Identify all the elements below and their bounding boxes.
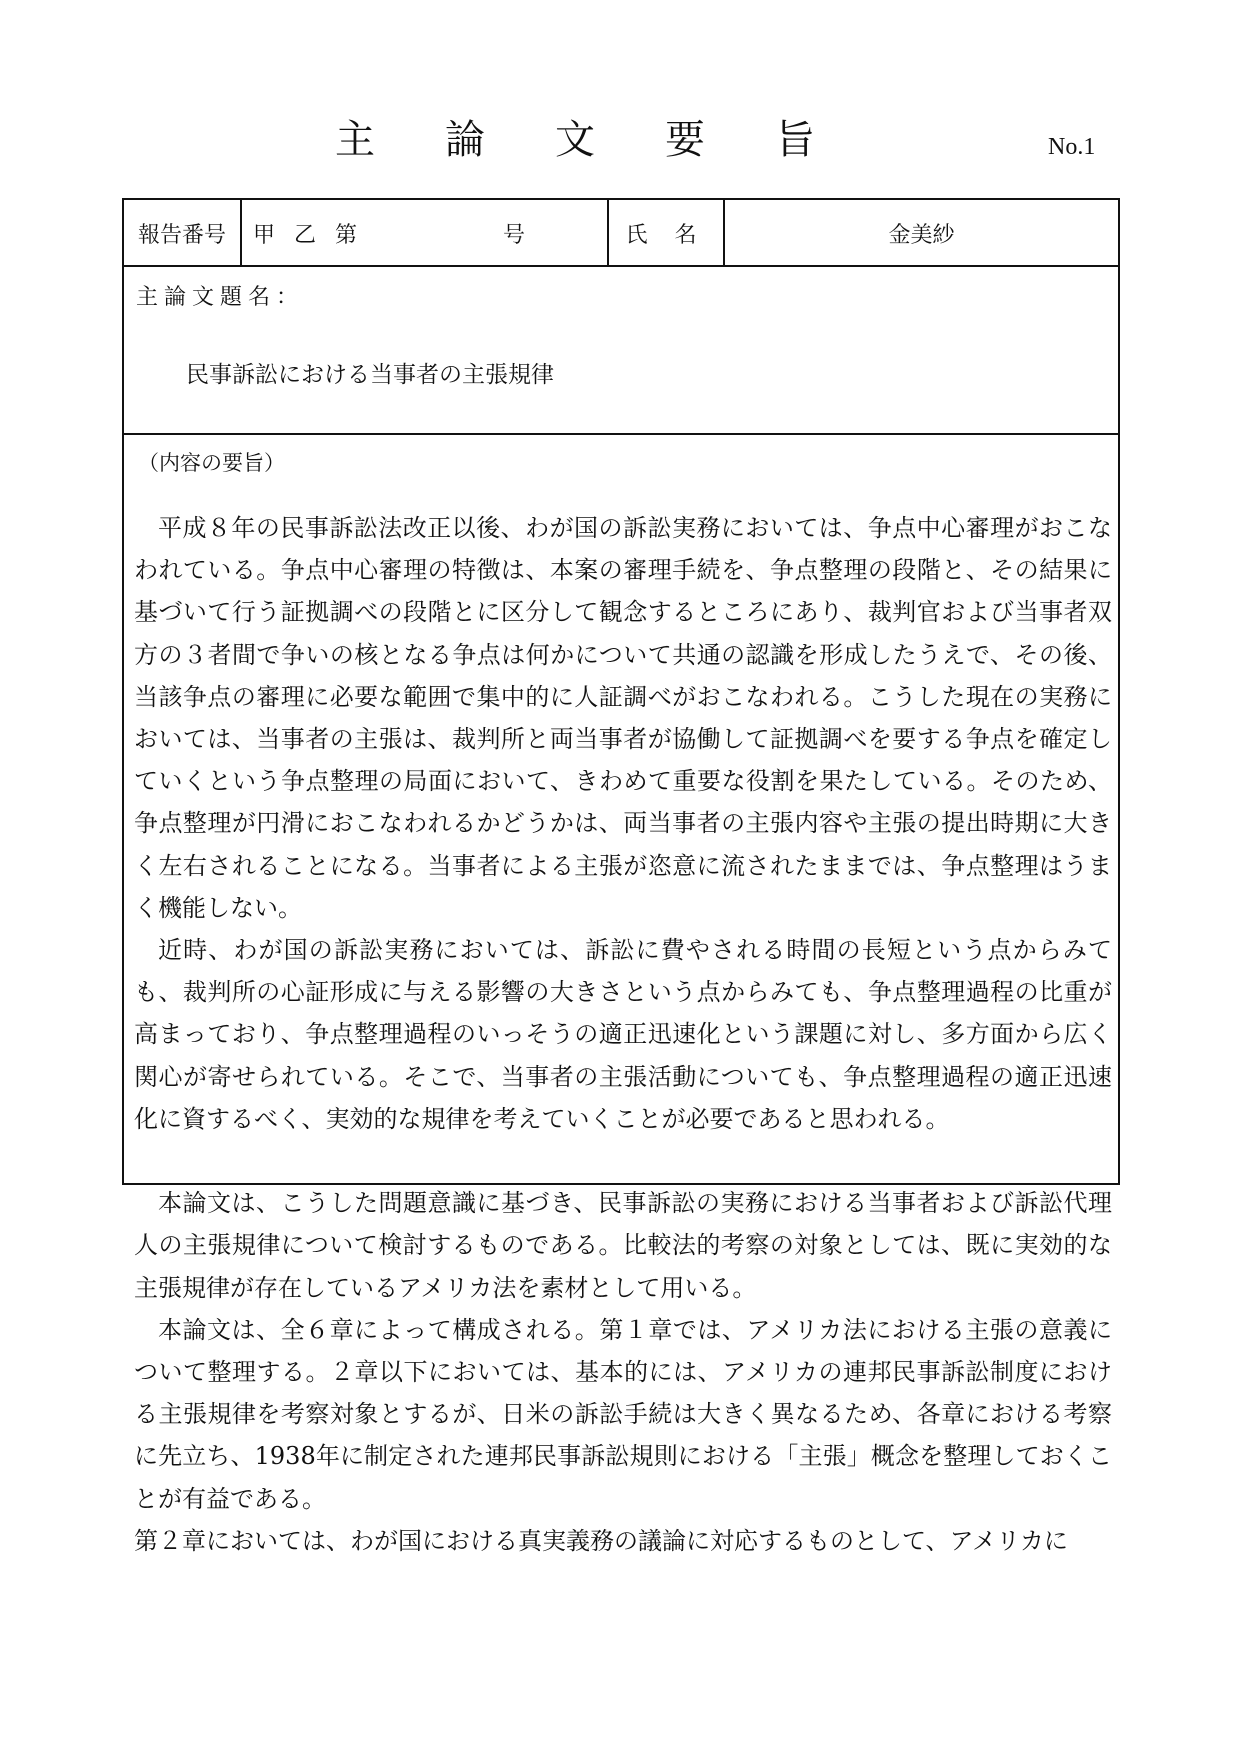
- divider: [124, 433, 1118, 435]
- page-number: No.1: [1048, 134, 1096, 160]
- thesis-title: 民事訴訟における当事者の主張規律: [186, 362, 554, 388]
- summary-label: （内容の要旨）: [138, 451, 285, 475]
- summary-paragraph: 平成８年の民事訴訟法改正以後、わが国の訴訟実務においては、争点中心審理がおこなわれている。争点中心審理の特徴は、本案の審理手続を、争点整理の段階と、その結果に基づいて行う証拠調べの段階とに区分して観念するところにあり、裁判官および当事者双方の３者間で争いの核となる争点は何かについて共通の認識を形成したうえで、その後、当該争点の審理に必要な範囲で集中的に人証調べがおこなわれる。こうした現在の実務においては、当事者の主張は、裁判所と両当事者が協働して証拠調べを要する争点を確定していくという争点整理の局面において、きわめて重要な役割を果たしている。そのため、争点整理が円滑におこなわれるかどうかは、両当事者の主張内容や主張の提出時期に大きく左右されることになる。当事者による主張が恣意に流されたままでは、争点整理はうまく機能しない。: [134, 514, 1112, 922]
- summary-paragraph: 第２章においては、わが国における真実義務の議論に対応するものとして、アメリカに: [134, 1526, 1068, 1555]
- summary-paragraph: 本論文は、全６章によって構成される。第１章では、アメリカ法における主張の意義について整理する。２章以下においては、基本的には、アメリカの連邦民事訴訟制度における主張規律を考察対象とするが、日米の訴訟手続は大きく異なるため、各章における考察に先立ち、1938年に制定された連邦民事訴訟規則における「主張」概念を整理しておくことが有益である。: [134, 1315, 1112, 1513]
- summary-form: [122, 198, 1120, 1555]
- author-name: 金美紗: [888, 222, 955, 248]
- report-number-label: 報告番号: [137, 222, 226, 248]
- name-label: 氏 名: [625, 222, 707, 248]
- divider: [124, 265, 1118, 267]
- blank-line: [134, 1140, 1112, 1182]
- page-title: 主論文要旨: [335, 117, 885, 163]
- thesis-title-label: 主論文題名：: [136, 285, 305, 310]
- summary-paragraph: 本論文は、こうした問題意識に基づき、民事訴訟の実務における当事者および訴訟代理人の主張規律について検討するものである。比較法的考察の対象としては、既に実効的な主張規律が存在しているアメリカ法を素材として用いる。: [134, 1189, 1112, 1302]
- summary-paragraph: 近時、わが国の訴訟実務においては、訴訟に費やされる時間の長短という点からみても、裁判所の心証形成に与える影響の大きさという点からみても、争点整理過程の比重が高まっており、争点整理過程のいっそうの適正迅速化という課題に対し、多方面から広く関心が寄せられている。そこで、当事者の主張活動についても、争点整理過程の適正迅速化に資するべく、実効的な規律を考えていくことが必要であると思われる。: [134, 936, 1112, 1133]
- summary-body: [134, 507, 1112, 1562]
- report-number-value: 甲 乙 第 号: [253, 222, 531, 248]
